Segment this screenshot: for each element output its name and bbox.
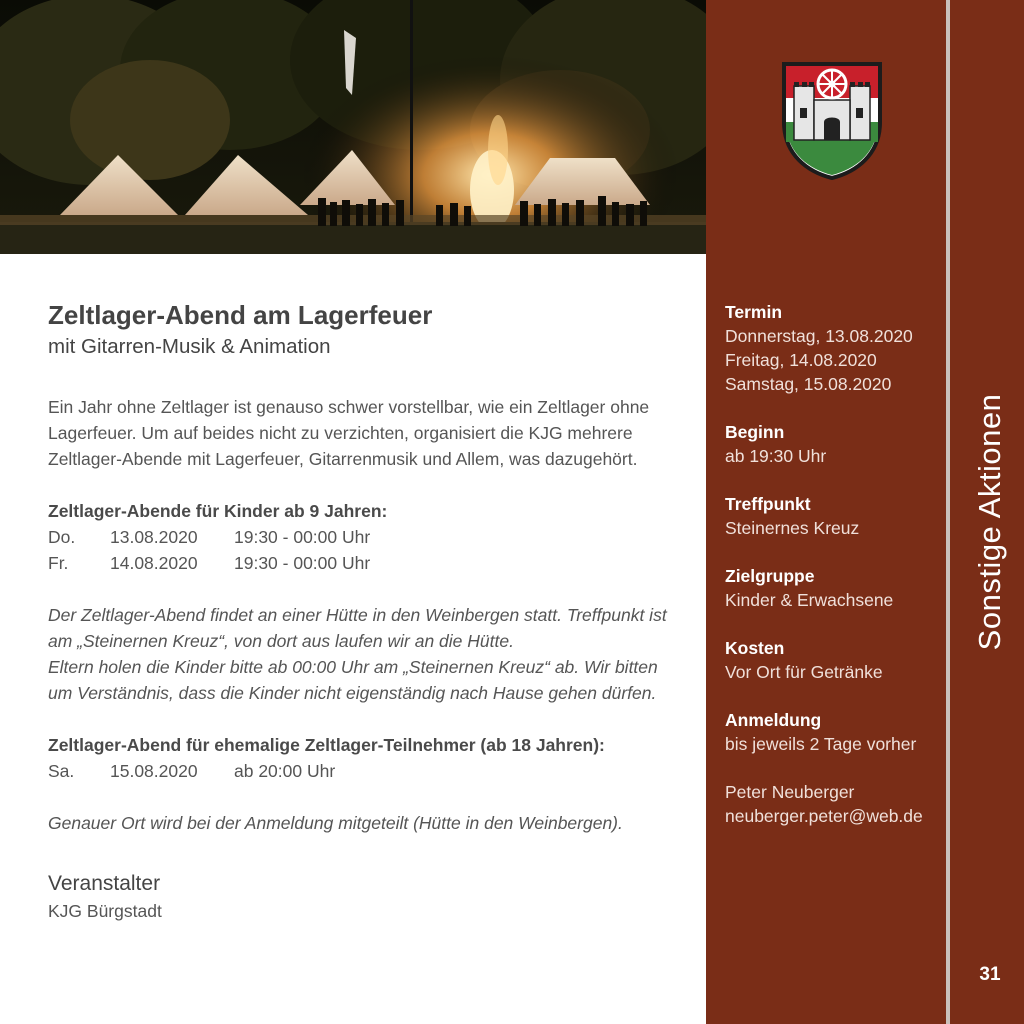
termin-date: Donnerstag, 13.08.2020 (725, 326, 913, 346)
schedule-time: 19:30 - 00:00 Uhr (234, 527, 371, 547)
section-title: Sonstige Aktionen (972, 393, 1007, 651)
anmeldung-label: Anmeldung (725, 710, 822, 730)
termin-date: Samstag, 15.08.2020 (725, 374, 892, 394)
contact-name: Peter Neuberger (725, 782, 855, 802)
adults-heading: Zeltlager-Abend für ehemalige Zeltlager-Teilnehmer (ab 18 Jahren): (48, 735, 605, 755)
kids-heading: Zeltlager-Abende für Kinder ab 9 Jahren: (48, 501, 388, 521)
schedule-row (48, 758, 678, 784)
kids-note-pickup: Eltern holen die Kinder bitte ab 00:00 Uhr am „Steinernen Kreuz“ ab. Wir bitten um Verständnis, dass die Kinder nicht eigenständig nach Hause gehen dürfen. (48, 657, 658, 703)
schedule-time: ab 20:00 Uhr (234, 761, 336, 781)
treffpunkt-block (725, 492, 940, 540)
zielgruppe-label: Zielgruppe (725, 566, 815, 586)
event-info (725, 300, 940, 852)
termin-label: Termin (725, 302, 783, 322)
organizer-label: Veranstalter (48, 872, 161, 895)
anmeldung-value: bis jeweils 2 Tage vorher (725, 734, 917, 754)
zielgruppe-value: Kinder & Erwachsene (725, 590, 894, 610)
article (48, 298, 678, 924)
schedule-day: Do. (48, 527, 76, 547)
beginn-label: Beginn (725, 422, 785, 442)
kids-note-meeting: Der Zeltlager-Abend findet an einer Hütte in den Weinbergen statt. Treffpunkt ist am „Steinernen Kreuz“, von dort aus laufen wir an die Hütte. (48, 605, 667, 651)
termin-block (725, 300, 940, 396)
campfire-photo (0, 0, 706, 254)
kosten-block (725, 636, 940, 684)
schedule-day: Fr. (48, 553, 69, 573)
schedule-date: 13.08.2020 (110, 527, 198, 547)
schedule-row (48, 524, 678, 550)
kosten-label: Kosten (725, 638, 785, 658)
beginn-value: ab 19:30 Uhr (725, 446, 827, 466)
beginn-block (725, 420, 940, 468)
contact-email[interactable]: neuberger.peter@web.de (725, 806, 923, 826)
contact-block (725, 780, 940, 828)
schedule-time: 19:30 - 00:00 Uhr (234, 553, 371, 573)
treffpunkt-label: Treffpunkt (725, 494, 811, 514)
schedule-date: 14.08.2020 (110, 553, 198, 573)
coat-of-arms-icon (780, 60, 884, 185)
anmeldung-block (725, 708, 940, 756)
zielgruppe-block (725, 564, 940, 612)
page-number: 31 (979, 964, 1001, 985)
organizer-name: KJG Bürgstadt (48, 901, 162, 921)
adults-note: Genauer Ort wird bei der Anmeldung mitgeteilt (Hütte in den Weinbergen). (48, 813, 623, 833)
article-title: Zeltlager-Abend am Lagerfeuer (48, 300, 433, 330)
article-subtitle: mit Gitarren-Musik & Animation (48, 335, 331, 358)
intro-paragraph: Ein Jahr ohne Zeltlager ist genauso schwer vorstellbar, wie ein Zeltlager ohne Lagerfeuer. Um auf beides nicht zu verzichten, organisiert die KJG mehrere Zeltlager-Abende mit Lagerfeuer, Gitarrenmusik und Allem, was dazugehört. (48, 397, 650, 469)
treffpunkt-value: Steinernes Kreuz (725, 518, 860, 538)
termin-date: Freitag, 14.08.2020 (725, 350, 877, 370)
schedule-day: Sa. (48, 761, 75, 781)
schedule-row (48, 550, 678, 576)
schedule-date: 15.08.2020 (110, 761, 198, 781)
kosten-value: Vor Ort für Getränke (725, 662, 883, 682)
